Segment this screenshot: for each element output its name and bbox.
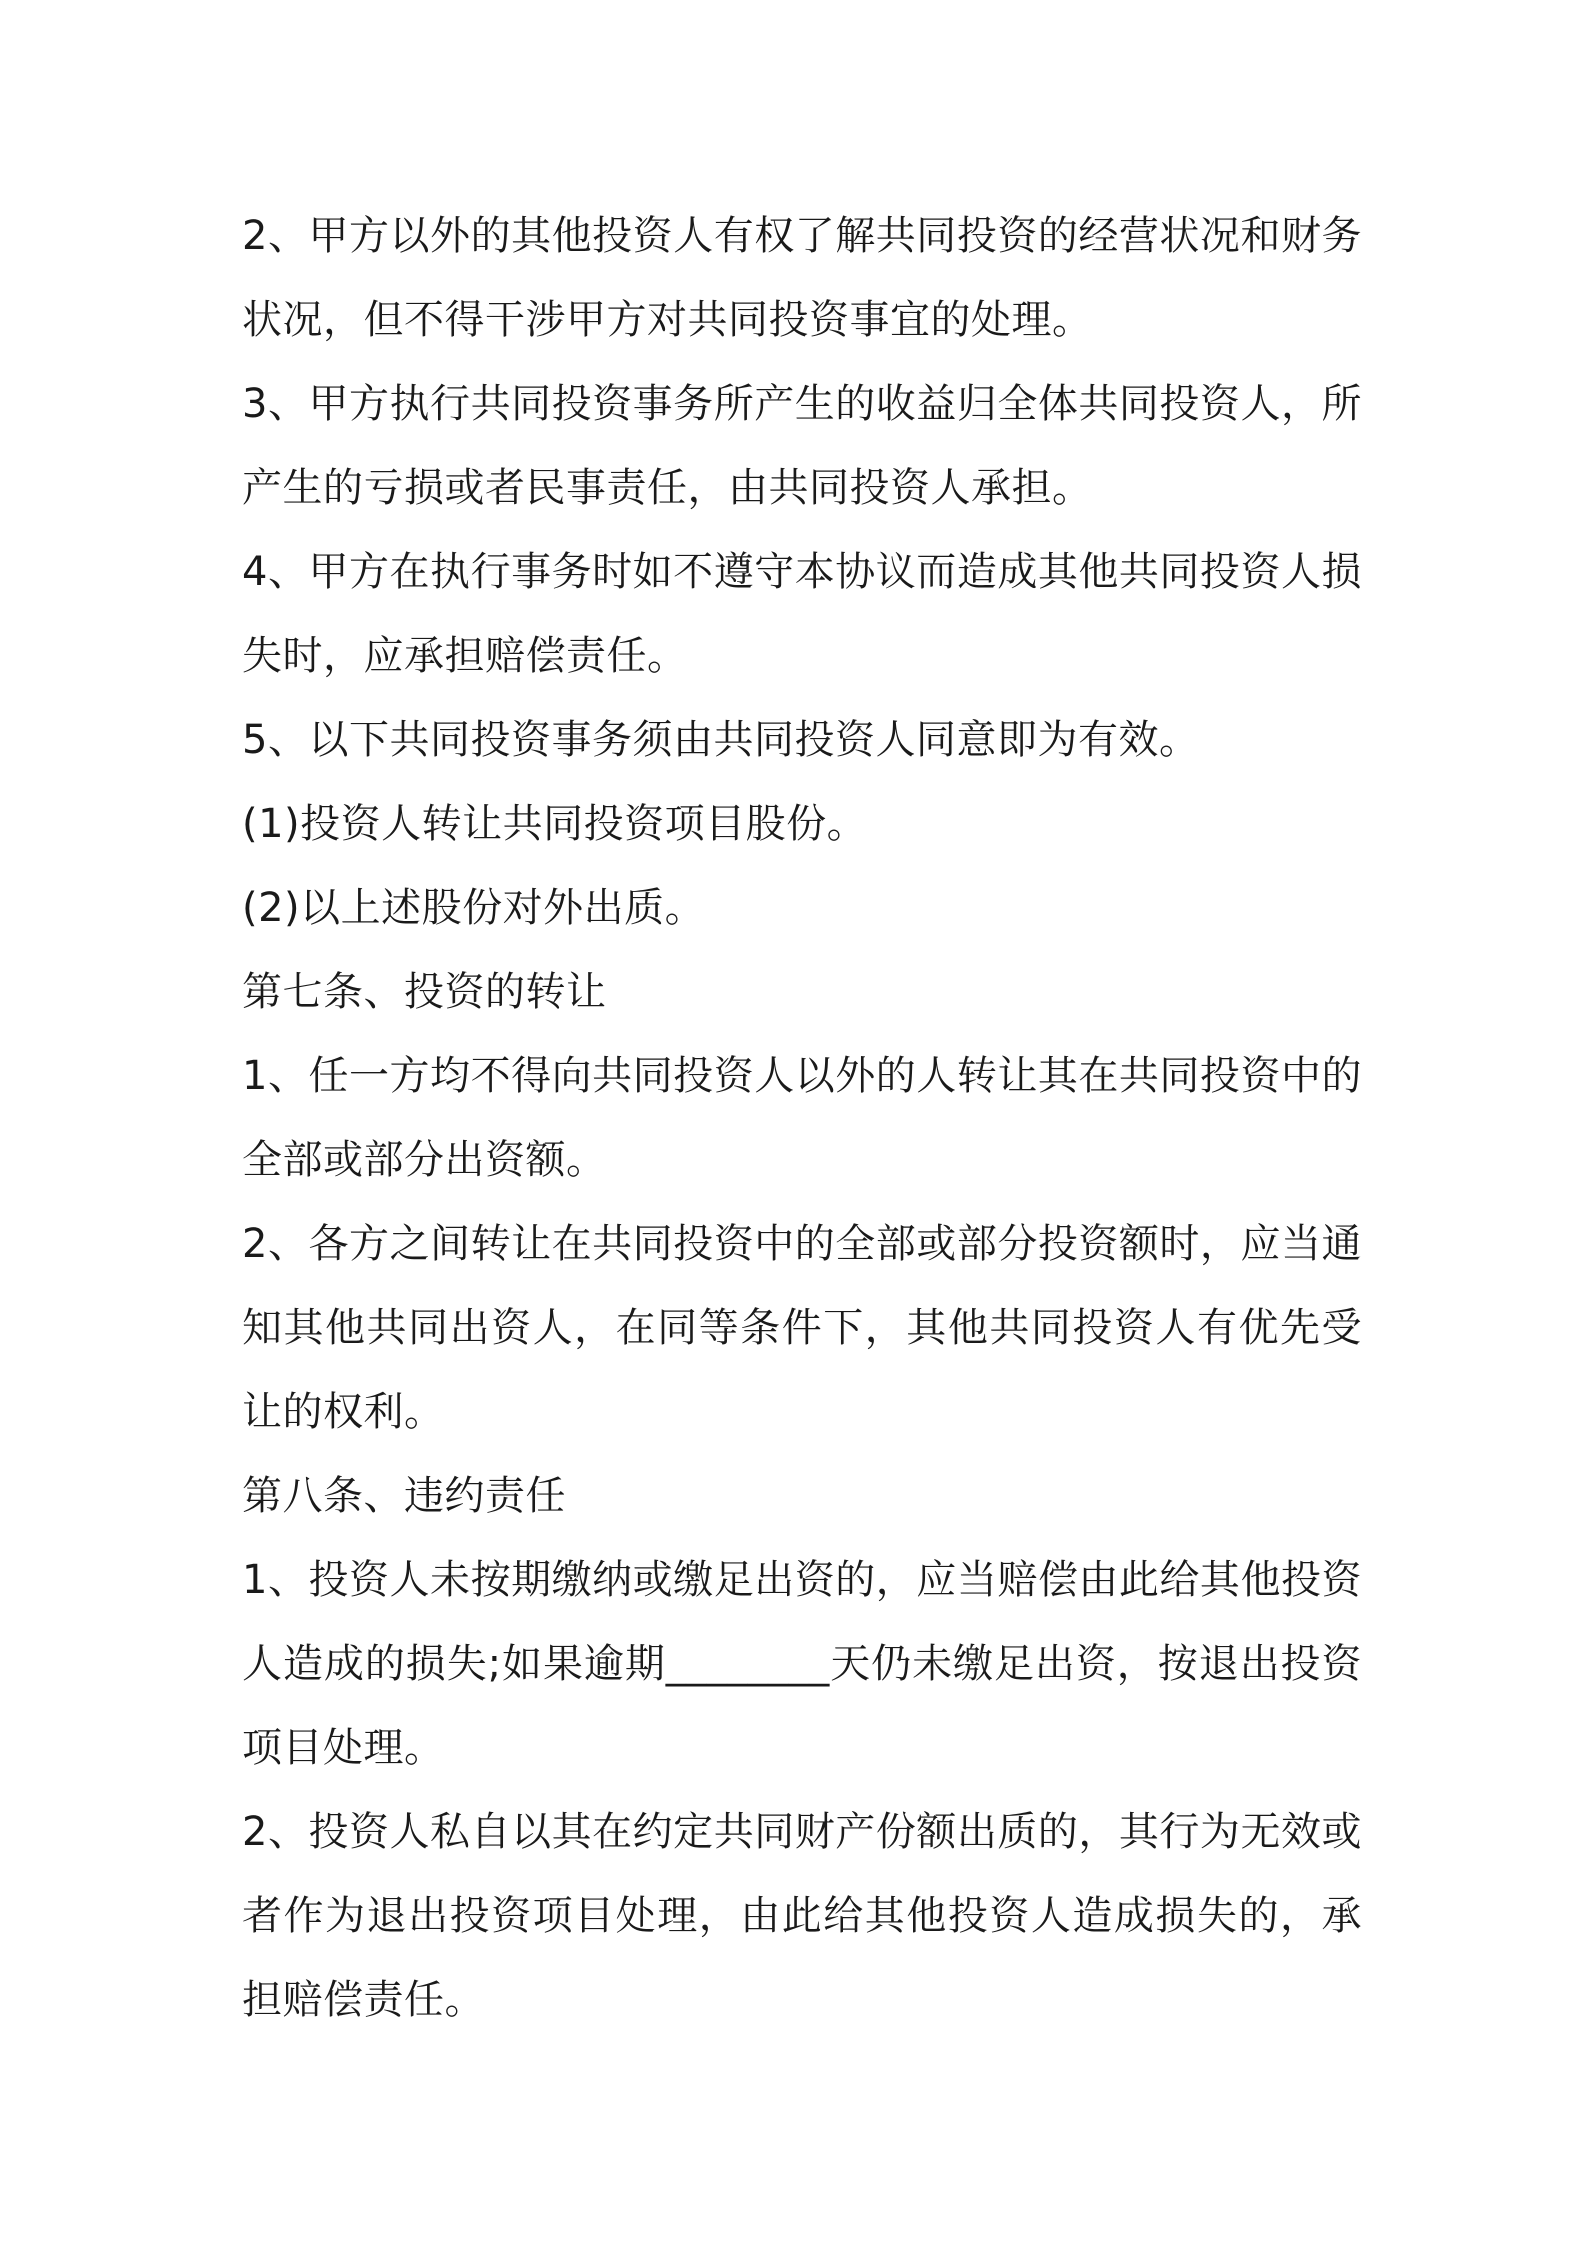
section-heading-article-7: 第七条、投资的转让 (242, 969, 607, 1015)
paragraph-clause-3-profit-loss: 3、甲方执行共同投资事务所产生的收益归全体共同投资人，所产生的亏损或者民事责任，由共同投资人承担。 (242, 381, 1362, 511)
paragraph-article-7-clause-1: 1、任一方均不得向共同投资人以外的人转让其在共同投资中的全部或部分出资额。 (242, 1053, 1362, 1183)
paragraph-sub-item-2: (2)以上述股份对外出质。 (242, 885, 706, 931)
paragraph-article-8-clause-1: 1、投资人未按期缴纳或缴足出资的，应当赔偿由此给其他投资人造成的损失;如果逾期________天仍未缴足出资，按退出投资项目处理。 (242, 1557, 1362, 1771)
paragraph-sub-item-1: (1)投资人转让共同投资项目股份。 (242, 801, 868, 847)
paragraph-clause-4-compensation: 4、甲方在执行事务时如不遵守本协议而造成其他共同投资人损失时，应承担赔偿责任。 (242, 549, 1362, 679)
document-body (242, 194, 1362, 2042)
paragraph-article-7-clause-2: 2、各方之间转让在共同投资中的全部或部分投资额时，应当通知其他共同出资人，在同等条件下，其他共同投资人有优先受让的权利。 (242, 1221, 1362, 1435)
section-heading-article-8: 第八条、违约责任 (242, 1473, 566, 1519)
paragraph-clause-2-investor-rights: 2、甲方以外的其他投资人有权了解共同投资的经营状况和财务状况，但不得干涉甲方对共同投资事宜的处理。 (242, 213, 1362, 343)
paragraph-article-8-clause-2: 2、投资人私自以其在约定共同财产份额出质的，其行为无效或者作为退出投资项目处理，由此给其他投资人造成损失的，承担赔偿责任。 (242, 1809, 1362, 2023)
paragraph-clause-5-consent: 5、以下共同投资事务须由共同投资人同意即为有效。 (242, 717, 1200, 763)
